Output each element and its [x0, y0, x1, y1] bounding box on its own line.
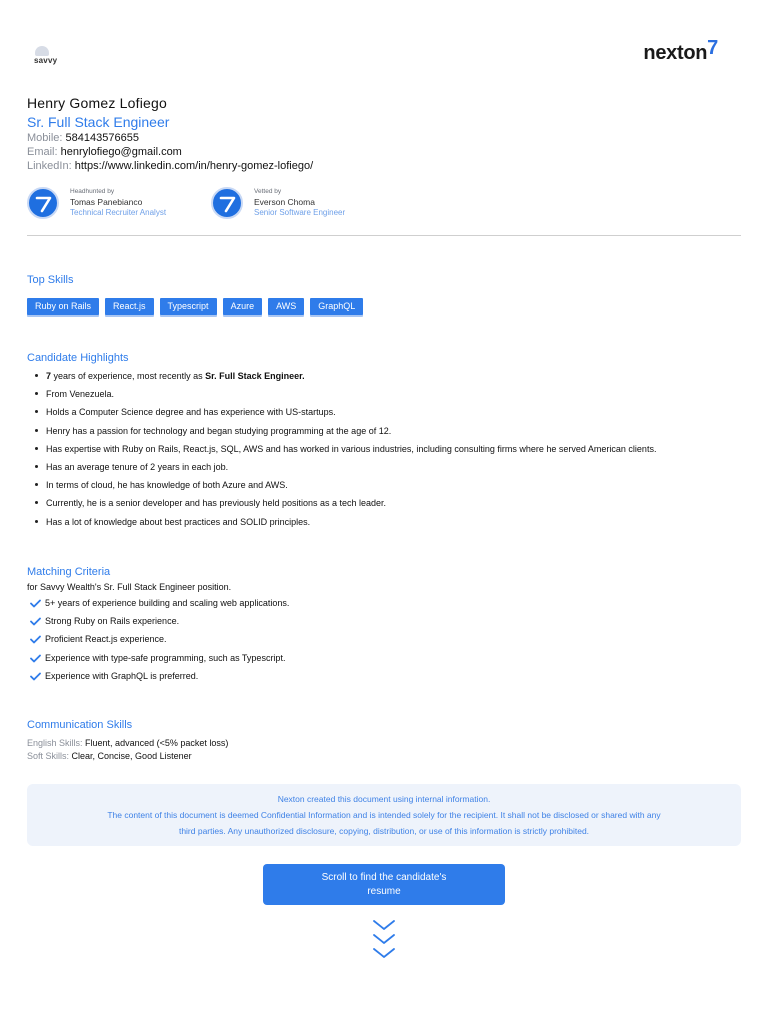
list-item: Currently, he is a senior developer and has previously held positions as a tech leader. — [35, 497, 755, 515]
chevron-down-icon[interactable] — [371, 918, 397, 962]
contact-mobile — [27, 132, 139, 144]
matching-heading: Matching Criteria — [27, 566, 111, 578]
criteria-text: Experience with type-safe programming, such as Typescript. — [45, 652, 286, 663]
list-item: Has an average tenure of 2 years in each job. — [35, 461, 755, 479]
skill-tag: Typescript — [160, 298, 217, 315]
criteria-text: Experience with GraphQL is preferred. — [45, 670, 199, 681]
headhunter-role: Headhunted by — [70, 188, 115, 195]
highlight-text: years of experience, most recently as — [51, 371, 206, 381]
email-label: Email: — [27, 146, 58, 158]
top-skills-heading: Top Skills — [27, 274, 74, 286]
check-icon — [30, 672, 41, 681]
check-icon — [30, 599, 41, 608]
highlight-title: Sr. Full Stack Engineer. — [205, 371, 305, 381]
criteria-list — [30, 597, 289, 688]
nexton-logo-text: nexton — [643, 42, 708, 64]
skills-list — [27, 298, 363, 315]
check-icon — [30, 635, 41, 644]
soft-value: Clear, Concise, Good Listener — [71, 751, 192, 761]
vetter-name: Everson Choma — [254, 197, 315, 207]
headhunter-title: Technical Recruiter Analyst — [70, 208, 167, 217]
linkedin-label: LinkedIn: — [27, 160, 72, 172]
criteria-text: Proficient React.js experience. — [45, 634, 167, 645]
list-item — [30, 597, 289, 615]
matching-intro: for Savvy Wealth's Sr. Full Stack Engineer position. — [27, 582, 232, 592]
scroll-to-resume-button[interactable] — [263, 864, 505, 905]
list-item: Has expertise with Ruby on Rails, React.js, SQL, AWS and has worked in various industries, including consulting firms where he served American clients. — [35, 443, 755, 461]
nexton-seven-badge-icon — [211, 187, 243, 219]
criteria-text: Strong Ruby on Rails experience. — [45, 616, 180, 627]
section-divider — [27, 235, 741, 236]
highlights-list — [35, 370, 755, 534]
savvy-logo-text: savvy — [34, 56, 58, 65]
list-item: Henry has a passion for technology and began studying programming at the age of 12. — [35, 425, 755, 443]
check-icon — [30, 617, 41, 626]
criteria-text: 5+ years of experience building and scaling web applications. — [45, 598, 290, 608]
notice-line: The content of this document is deemed Confidential Information and is intended solely for the recipient. It shall not be disclosed or shared with any — [107, 810, 661, 820]
notice-line: Nexton created this document using internal information. — [277, 794, 491, 804]
contact-email — [27, 146, 182, 158]
linkedin-link[interactable]: https://www.linkedin.com/in/henry-gomez-lofiego/ — [74, 160, 314, 172]
vetter-role: Vetted by — [254, 188, 282, 195]
candidate-name: Henry Gomez Lofiego — [27, 95, 167, 111]
scroll-button-line: resume — [367, 886, 401, 897]
check-icon — [30, 654, 41, 663]
english-skills — [27, 738, 228, 748]
communication-heading: Communication Skills — [27, 719, 133, 731]
page-header — [0, 0, 768, 90]
soft-skills — [27, 751, 192, 761]
list-item: From Venezuela. — [35, 388, 755, 406]
mobile-value: 584143576655 — [65, 132, 139, 144]
english-label: English Skills: — [27, 738, 83, 748]
list-item: Holds a Computer Science degree and has experience with US-startups. — [35, 406, 755, 424]
soft-label: Soft Skills: — [27, 751, 70, 761]
skill-tag: React.js — [105, 298, 154, 315]
list-item: In terms of cloud, he has knowledge of both Azure and AWS. — [35, 479, 755, 497]
list-item — [35, 370, 755, 388]
skill-tag: GraphQL — [310, 298, 363, 315]
contact-linkedin — [27, 160, 313, 172]
nexton-logo-mark: 7 — [707, 37, 718, 59]
skill-tag: Ruby on Rails — [27, 298, 99, 315]
list-item — [30, 615, 289, 633]
candidate-title: Sr. Full Stack Engineer — [27, 114, 170, 130]
nexton-seven-badge-icon — [27, 187, 59, 219]
english-value: Fluent, advanced (<5% packet loss) — [85, 738, 229, 748]
savvy-logo — [31, 46, 71, 70]
savvy-logo-mark — [35, 46, 49, 56]
highlights-heading: Candidate Highlights — [27, 352, 129, 364]
notice-line: third parties. Any unauthorized disclosure, copying, distribution, or use of this information is strictly prohibited. — [178, 826, 590, 836]
list-item — [30, 652, 289, 670]
nexton-logo — [643, 37, 718, 65]
highlight-years: 7 — [46, 371, 52, 381]
skill-tag: AWS — [268, 298, 304, 315]
scroll-button-line: Scroll to find the candidate's — [321, 872, 447, 883]
email-value[interactable]: henrylofiego@gmail.com — [60, 146, 182, 158]
list-item — [30, 670, 289, 688]
vetter-title: Senior Software Engineer — [254, 208, 346, 217]
list-item — [30, 633, 289, 651]
skill-tag: Azure — [223, 298, 263, 315]
mobile-label: Mobile: — [27, 132, 63, 144]
headhunter-name: Tomas Panebianco — [70, 197, 143, 207]
confidentiality-notice — [27, 784, 741, 846]
list-item: Has a lot of knowledge about best practices and SOLID principles. — [35, 516, 755, 534]
